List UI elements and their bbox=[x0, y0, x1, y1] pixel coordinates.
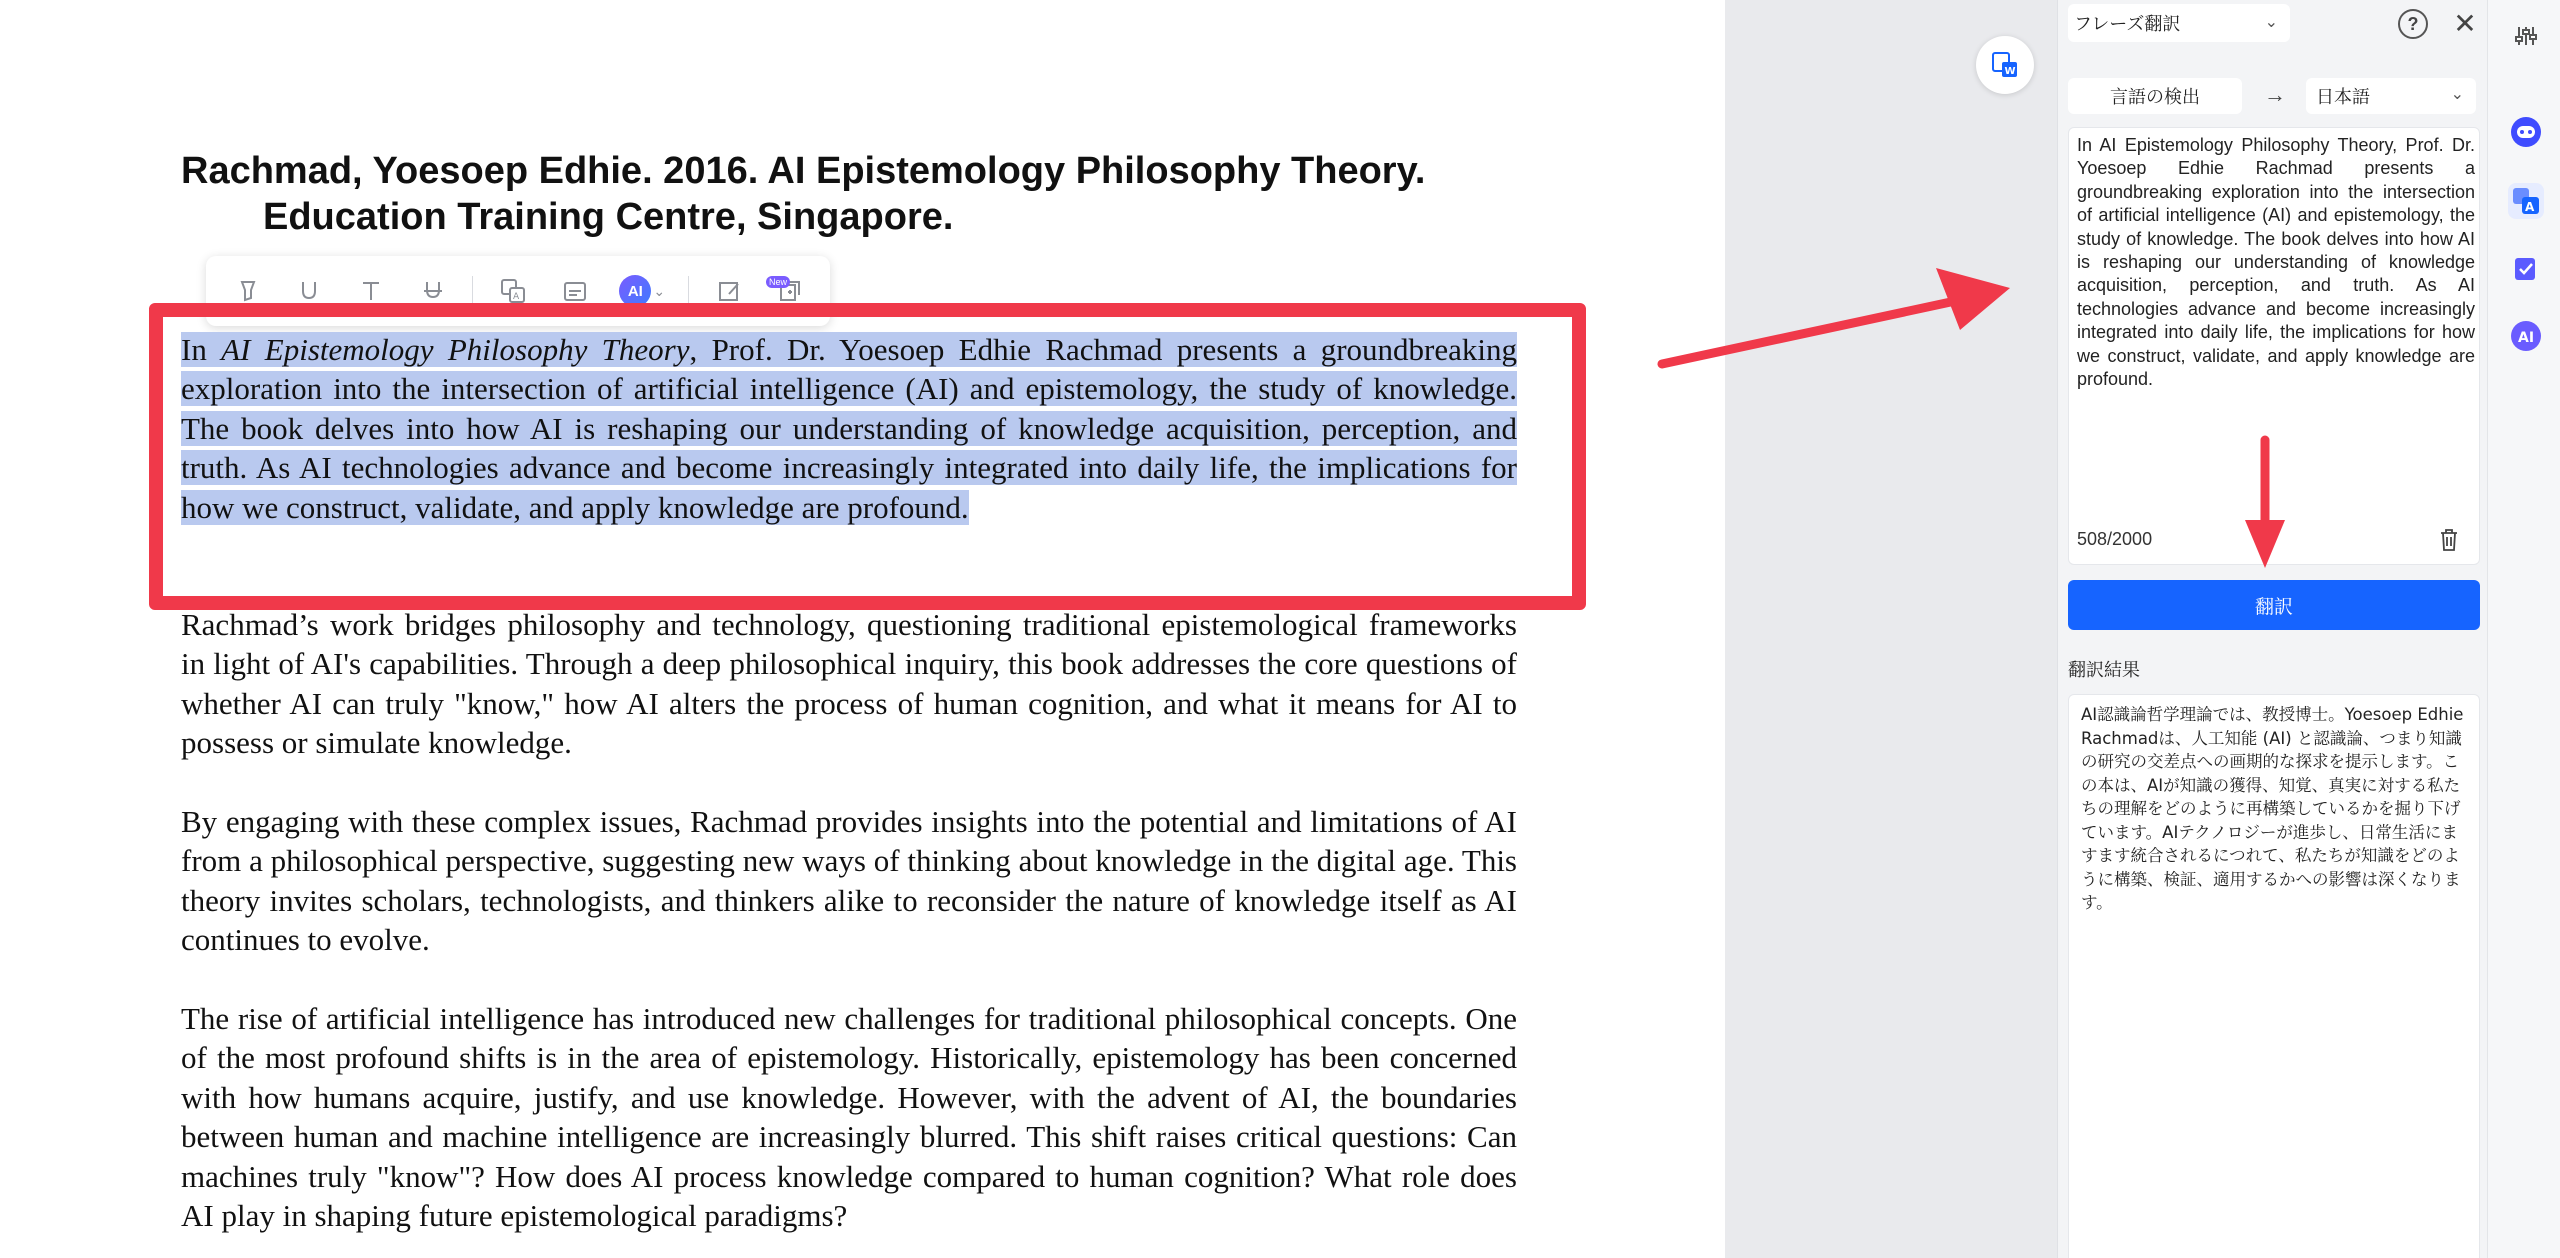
arrow-right-icon: → bbox=[2264, 82, 2286, 107]
translation-mode-label: フレーズ翻訳 bbox=[2074, 14, 2181, 34]
ai-assistant-icon[interactable] bbox=[2508, 114, 2544, 150]
translation-result-box[interactable] bbox=[2068, 694, 2480, 1258]
close-button[interactable]: ✕ bbox=[2453, 7, 2477, 39]
source-language-select[interactable]: 言語の検出 bbox=[2068, 78, 2242, 114]
toolbar-divider bbox=[472, 276, 473, 306]
translate-doc-icon bbox=[1990, 50, 2020, 80]
floating-translate-button[interactable] bbox=[1976, 36, 2034, 94]
book-title: AI Epistemology Philosophy Theory bbox=[221, 332, 690, 367]
title-line-2: Education Training Centre, Singapore. bbox=[263, 196, 954, 238]
translation-mode-select[interactable] bbox=[2068, 4, 2290, 42]
target-language-select[interactable] bbox=[2306, 78, 2476, 114]
annotation-arrow-head bbox=[1936, 268, 2010, 330]
checklist-icon[interactable] bbox=[2508, 251, 2544, 287]
settings-sliders-icon[interactable] bbox=[2508, 18, 2544, 54]
chevron-down-icon: ⌄ bbox=[653, 282, 666, 299]
chevron-down-icon: ⌄ bbox=[2450, 86, 2464, 103]
right-rail bbox=[2487, 0, 2560, 1258]
ai-badge: AI bbox=[619, 275, 651, 307]
panel-header bbox=[2068, 4, 2484, 44]
title-line-1: Rachmad, Yoesoep Edhie. 2016. AI Epistemology Philosophy Theory. bbox=[181, 150, 1426, 192]
translation-panel bbox=[2057, 0, 2487, 1258]
translate-button[interactable]: 翻訳 bbox=[2068, 580, 2480, 630]
trash-icon[interactable] bbox=[2439, 528, 2459, 552]
character-count: 508/2000 bbox=[2077, 529, 2153, 549]
target-language-label: 日本語 bbox=[2316, 87, 2370, 107]
svg-text:A: A bbox=[513, 292, 520, 302]
toolbar-divider bbox=[688, 276, 689, 306]
source-text: In AI Epistemology Philosophy Theory, Prof. Dr. Yoesoep Edhie Rachmad presents a groundbreaking exploration into the intersection of artificial intelligence (AI) and epistemology, the study of knowledge. The book delves into how AI is reshaping our understanding of knowledge acquisition, perception, and truth. As AI technologies advance and become increasingly integrated into daily life, the implications for how we construct, validate, and apply knowledge are profound. bbox=[2077, 135, 2475, 390]
svg-text:A: A bbox=[2525, 200, 2535, 214]
selected-text-prefix: In bbox=[181, 332, 222, 367]
language-row bbox=[2068, 78, 2484, 116]
translation-result-text: AI認識論哲学理論では、教授博士。Yoesoep Edhie Rachmadは、人工知能 (AI) と認識論、つまり知識の研究の交差点への画期的な探求を提示します。この本は、AIが知識の獲得、知覚、真実に対する私たちの理解をどのように再構築しているかを掘り下げています。AIテクノロジーが進歩し、日常生活にますます統合されるにつれて、私たちが知識をどのように構築、検証、適用するかへの影響は深くなります。 bbox=[2081, 705, 2464, 912]
source-text-area[interactable] bbox=[2068, 127, 2480, 565]
new-badge: New bbox=[766, 276, 790, 288]
translate-rail-icon[interactable] bbox=[2508, 183, 2544, 219]
svg-text:W: W bbox=[2004, 66, 2016, 77]
reference-title bbox=[181, 148, 1521, 240]
annotation-highlight-box bbox=[149, 303, 1586, 610]
result-label: 翻訳結果 bbox=[2068, 660, 2140, 680]
paragraph-2: Rachmad’s work bridges philosophy and technology, questioning traditional epistemological frameworks in light of AI's capabilities. Through a deep philosophical inquiry, this book addresses the core questions of whether AI can truly "know," how AI alters the process of human cognition, and what it means for AI to possess or simulate knowledge. bbox=[181, 607, 1517, 761]
help-button[interactable]: ? bbox=[2398, 9, 2428, 39]
paragraph-3: By engaging with these complex issues, Rachmad provides insights into the potential and limitations of AI from a philosophical perspective, suggesting new ways of thinking about knowledge in the digital age. This theory invites scholars, technologists, and thinkers alike to reconsider the nature of knowledge itself as AI continues to evolve. bbox=[181, 804, 1517, 958]
chevron-down-icon: ⌄ bbox=[2264, 14, 2278, 31]
svg-text:AI: AI bbox=[2518, 330, 2535, 346]
paragraph-4: The rise of artificial intelligence has introduced new challenges for traditional philosophical concepts. One of the most profound shifts is in the area of epistemology. Historically, epistemology has been concerned with how humans acquire, justify, and use knowledge. However, with the advent of AI, the boundaries between human and machine intelligence are increasingly blurred. This shift raises critical questions: Can machines truly "know"? How does AI process knowledge compared to human cognition? What role does AI play in shaping future epistemological paradigms? bbox=[181, 1001, 1517, 1234]
ai-tools-icon[interactable] bbox=[2508, 318, 2544, 354]
selected-text-rest: , Prof. Dr. Yoesoep Edhie Rachmad presents a groundbreaking exploration into the intersection of artificial intelligence (AI) and epistemology, the study of knowledge. The book delves into how AI is reshaping our understanding of knowledge acquisition, perception, and truth. As AI technologies advance and become increasingly integrated into daily life, the implications for how we construct, validate, and apply knowledge are profound. bbox=[181, 332, 1517, 525]
